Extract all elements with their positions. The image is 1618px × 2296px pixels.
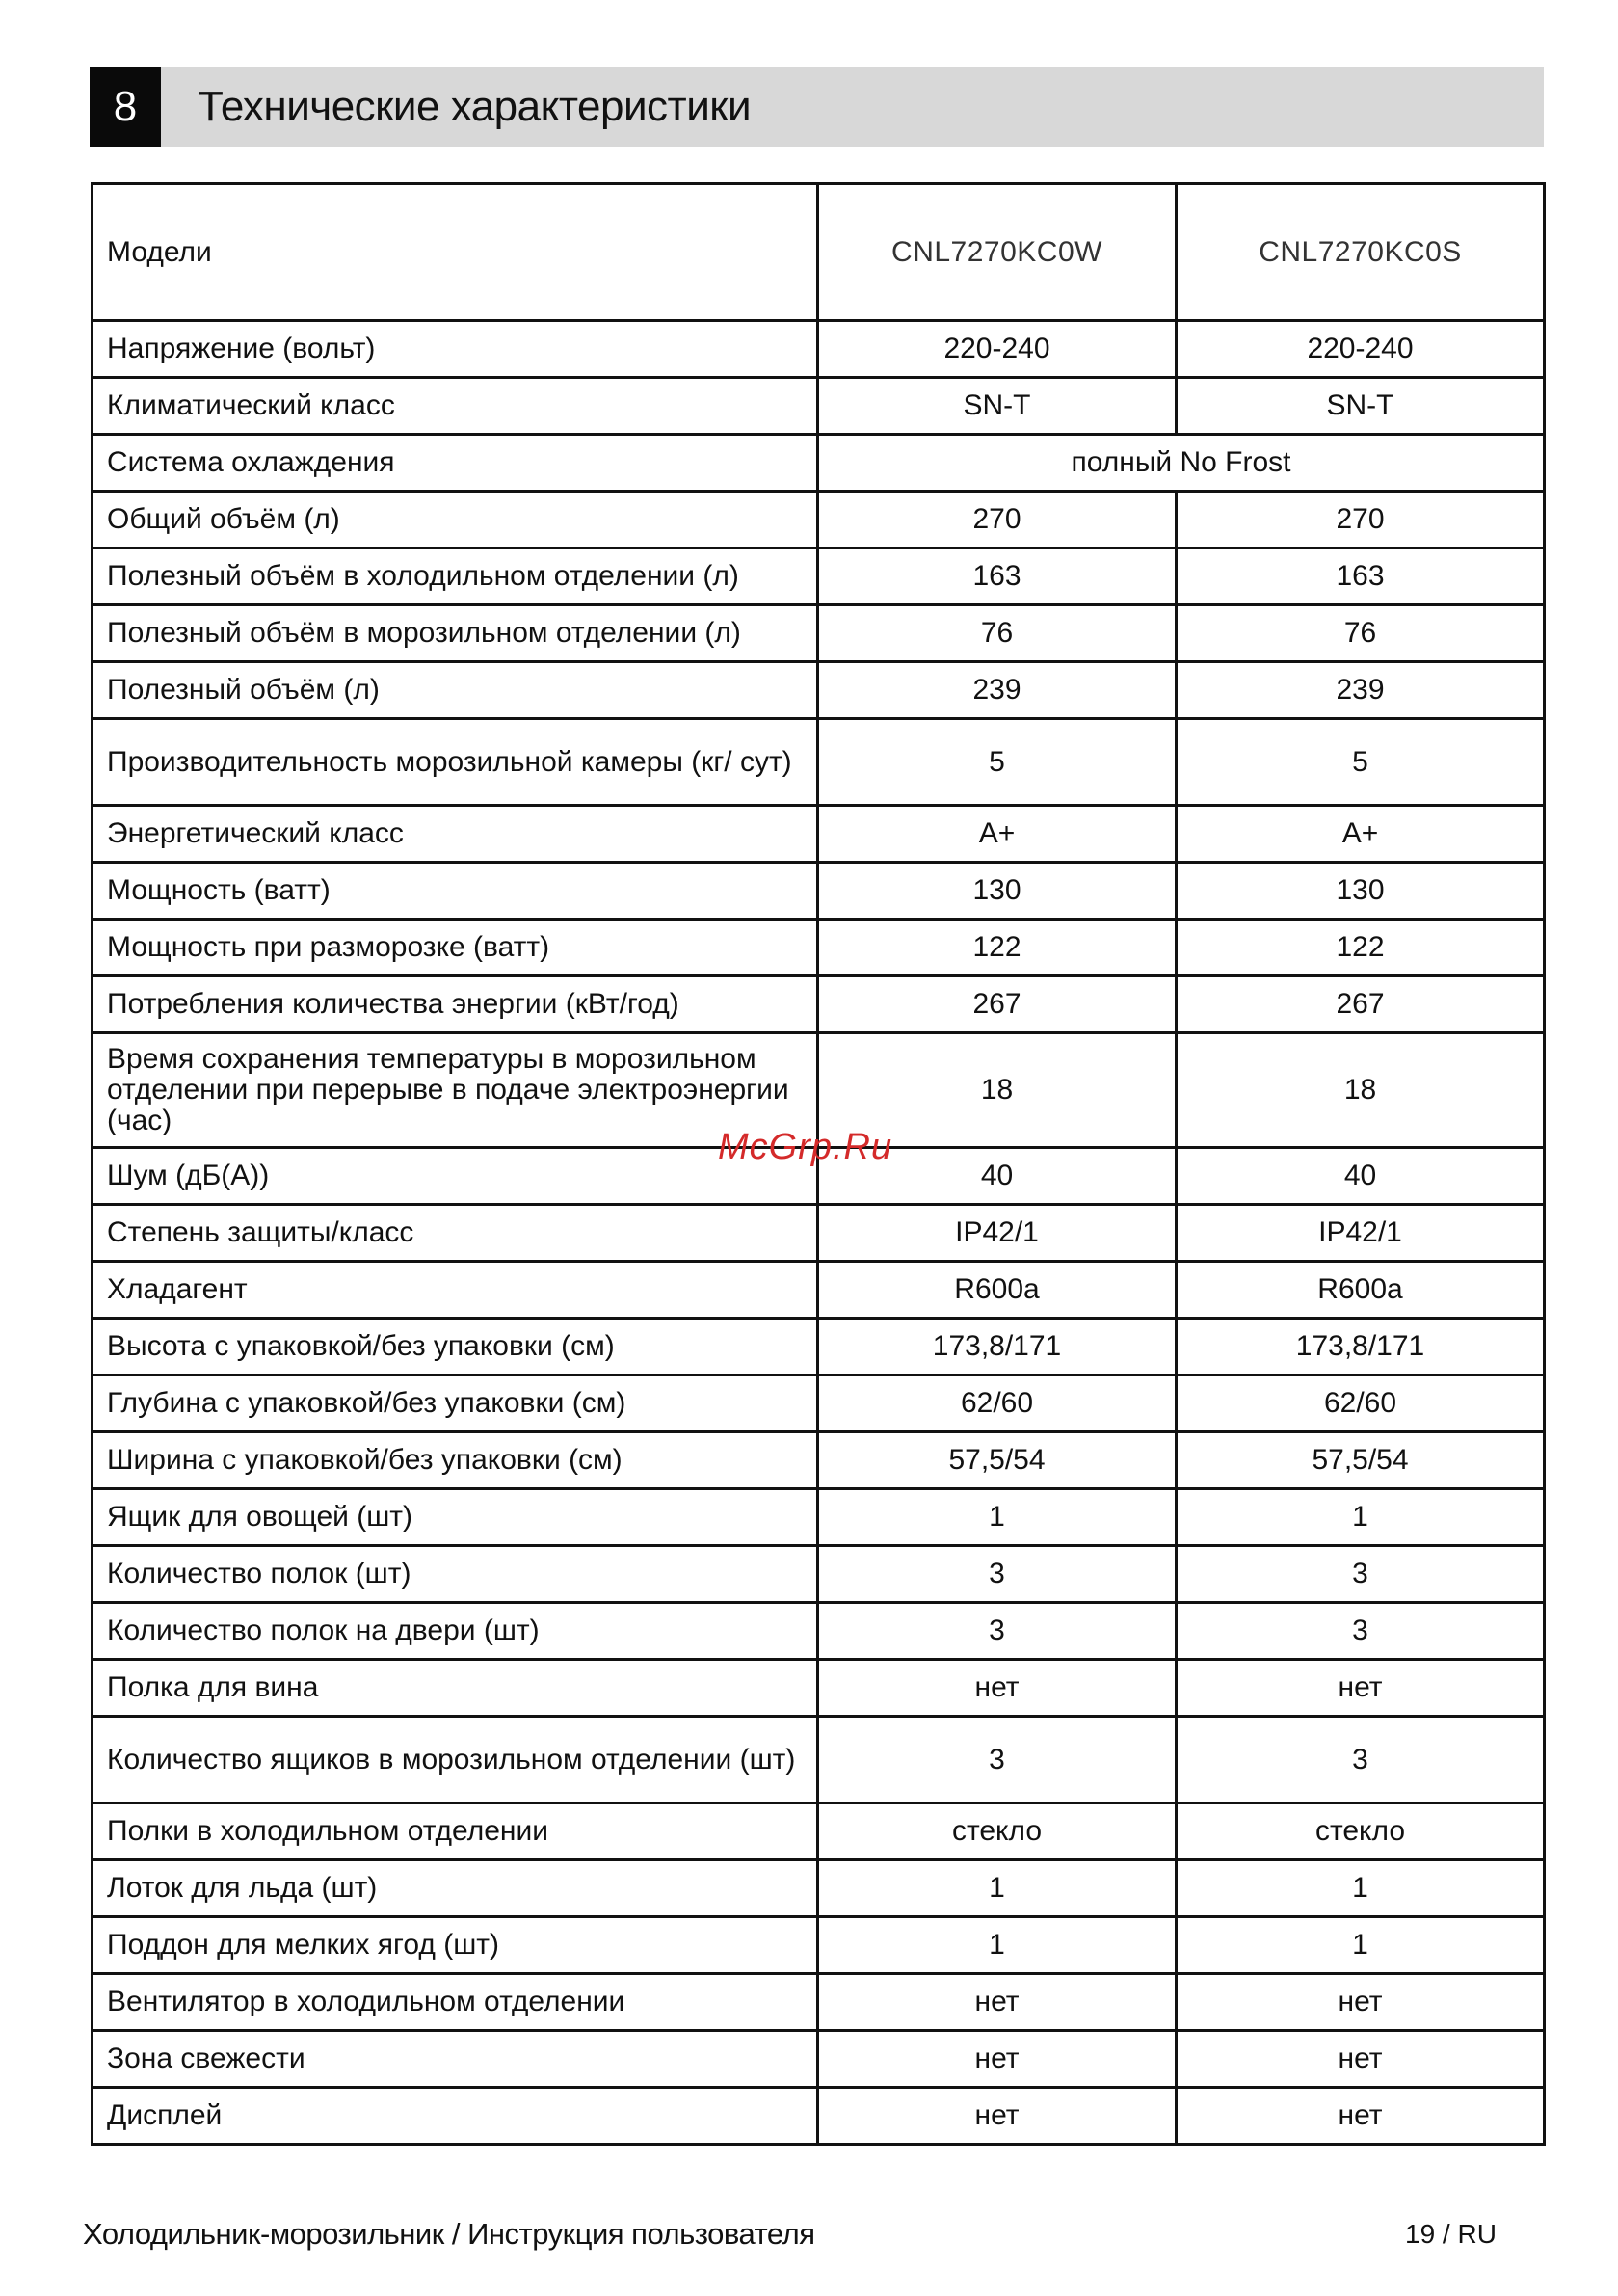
row-label: Лоток для льда (шт) [93,1860,818,1917]
table-row [93,1603,1545,1660]
row-label: Вентилятор в холодильном отделении [93,1974,818,2031]
row-label: Энергетический класс [93,806,818,863]
table-row [93,1262,1545,1319]
table-row [93,2088,1545,2145]
row-value-2: 76 [1177,605,1545,662]
row-value-2: нет [1177,2088,1545,2145]
row-label: Полезный объём (л) [93,662,818,719]
row-label: Количество ящиков в морозильном отделении (шт) [93,1717,818,1803]
row-value-1: 267 [818,976,1177,1033]
row-value-2: 173,8/171 [1177,1319,1545,1375]
section-title: Технические характеристики [198,82,752,130]
row-value-2: 1 [1177,1489,1545,1546]
row-label: Напряжение (вольт) [93,321,818,378]
table-row [93,1803,1545,1860]
table-row [93,1860,1545,1917]
row-value-2: 239 [1177,662,1545,719]
row-value-1: 3 [818,1717,1177,1803]
chapter-number: 8 [90,67,161,147]
row-value-2: 122 [1177,920,1545,976]
row-value-1: 239 [818,662,1177,719]
table-row [93,1660,1545,1717]
row-value-1: стекло [818,1803,1177,1860]
footer-title: Холодильник-морозильник / Инструкция пользователя [83,2217,815,2251]
row-value-1: 57,5/54 [818,1432,1177,1489]
row-value-1: A+ [818,806,1177,863]
row-value-2: нет [1177,1660,1545,1717]
table-row [93,492,1545,548]
row-value-1: R600a [818,1262,1177,1319]
row-value-2: 3 [1177,1717,1545,1803]
row-value-2: 3 [1177,1546,1545,1603]
row-value-1: 62/60 [818,1375,1177,1432]
row-value-1: 5 [818,719,1177,806]
row-label: Полезный объём в морозильном отделении (л) [93,605,818,662]
table-row [93,2031,1545,2088]
table-row [93,806,1545,863]
table-row [93,1489,1545,1546]
row-value-1: SN-T [818,378,1177,435]
section-header [90,67,1544,147]
row-label: Зона свежести [93,2031,818,2088]
row-label: Полки в холодильном отделении [93,1803,818,1860]
table-row [93,976,1545,1033]
row-value-2: 163 [1177,548,1545,605]
row-value-1: 270 [818,492,1177,548]
row-value-1: 122 [818,920,1177,976]
row-value-1: IP42/1 [818,1205,1177,1262]
table-row [93,548,1545,605]
row-value-1: 1 [818,1917,1177,1974]
row-label: Дисплей [93,2088,818,2145]
row-label: Климатический класс [93,378,818,435]
table-row [93,1319,1545,1375]
row-value-2: 1 [1177,1860,1545,1917]
row-value-2: 3 [1177,1603,1545,1660]
row-value-1: нет [818,1660,1177,1717]
row-value-1: 220-240 [818,321,1177,378]
row-value-2: 62/60 [1177,1375,1545,1432]
row-label: Мощность при разморозке (ватт) [93,920,818,976]
row-label: Потребления количества энергии (кВт/год) [93,976,818,1033]
row-value-2: 130 [1177,863,1545,920]
row-value-merged: полный No Frost [818,435,1545,492]
row-value-1: нет [818,1974,1177,2031]
row-label: Высота с упаковкой/без упаковки (см) [93,1319,818,1375]
row-value-1: 1 [818,1860,1177,1917]
models-label: Модели [93,184,818,321]
table-row [93,1205,1545,1262]
row-value-1: 1 [818,1489,1177,1546]
row-label: Ящик для овощей (шт) [93,1489,818,1546]
table-row [93,435,1545,492]
row-value-1: нет [818,2088,1177,2145]
row-value-2: IP42/1 [1177,1205,1545,1262]
row-label: Полка для вина [93,1660,818,1717]
row-value-2: 57,5/54 [1177,1432,1545,1489]
row-value-1: 3 [818,1546,1177,1603]
row-label: Полезный объём в холодильном отделении (л) [93,548,818,605]
row-label: Ширина с упаковкой/без упаковки (см) [93,1432,818,1489]
model-2-name: CNL7270KC0S [1177,184,1545,321]
row-value-1: 130 [818,863,1177,920]
row-label: Глубина с упаковкой/без упаковки (см) [93,1375,818,1432]
row-value-2: 270 [1177,492,1545,548]
row-label: Количество полок (шт) [93,1546,818,1603]
row-value-2: 220-240 [1177,321,1545,378]
row-label: Степень защиты/класс [93,1205,818,1262]
row-value-1: нет [818,2031,1177,2088]
row-value-1: 173,8/171 [818,1319,1177,1375]
row-label: Система охлаждения [93,435,818,492]
row-value-2: 40 [1177,1148,1545,1205]
row-label: Общий объём (л) [93,492,818,548]
table-row [93,863,1545,920]
table-row [93,321,1545,378]
row-value-1: 76 [818,605,1177,662]
row-value-2: R600a [1177,1262,1545,1319]
row-value-2: нет [1177,2031,1545,2088]
row-value-1: 163 [818,548,1177,605]
table-row [93,1432,1545,1489]
row-label: Время сохранения температуры в морозильном отделении при перерыве в подаче электроэнергии (час) [93,1033,818,1148]
row-value-2: 1 [1177,1917,1545,1974]
row-value-2: 5 [1177,719,1545,806]
row-value-2: 18 [1177,1033,1545,1148]
table-row [93,1546,1545,1603]
table-row [93,920,1545,976]
row-label: Мощность (ватт) [93,863,818,920]
row-label: Хладагент [93,1262,818,1319]
row-value-2: SN-T [1177,378,1545,435]
row-value-1: 40 [818,1148,1177,1205]
row-label: Производительность морозильной камеры (кг/ сут) [93,719,818,806]
row-label: Количество полок на двери (шт) [93,1603,818,1660]
table-row [93,605,1545,662]
table-row [93,1375,1545,1432]
row-value-1: 3 [818,1603,1177,1660]
row-value-2: нет [1177,1974,1545,2031]
watermark: McGrp.Ru [718,1127,893,1167]
row-value-2: стекло [1177,1803,1545,1860]
table-header-row [93,184,1545,321]
table-row [93,662,1545,719]
table-row [93,719,1545,806]
row-value-2: A+ [1177,806,1545,863]
table-row [93,378,1545,435]
table-row [93,1917,1545,1974]
table-row [93,1974,1545,2031]
table-row [93,1717,1545,1803]
row-value-2: 267 [1177,976,1545,1033]
row-value-1: 18 [818,1033,1177,1148]
page-number: 19 / RU [1405,2219,1497,2249]
row-label: Поддон для мелких ягод (шт) [93,1917,818,1974]
model-1-name: CNL7270KC0W [818,184,1177,321]
row-label: Шум (дБ(А)) [93,1148,818,1205]
